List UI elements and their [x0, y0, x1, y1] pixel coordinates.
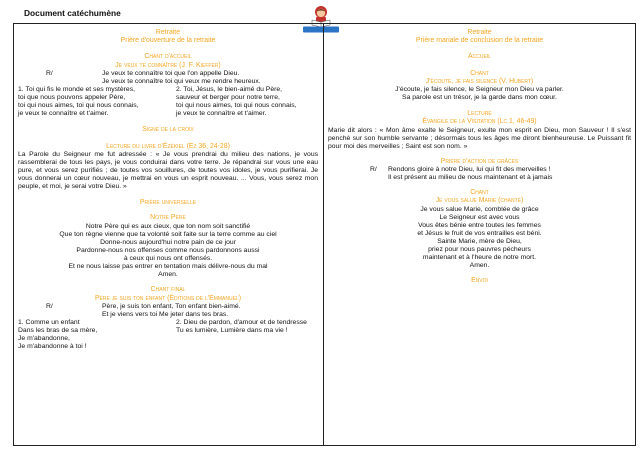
prayer-line: Pardonne-nous nos offenses comme nous pardonnons aussi [76, 246, 260, 254]
refrain-line: Et je viens vers toi Me jeter dans tes bras. [102, 310, 229, 318]
couplet-line: 2. Dieu de pardon, d'amour et de tendresse [176, 318, 307, 326]
priere-action-heading: Prière d'action de grâces [440, 157, 519, 165]
prayer-line: Donne-nous aujourd'hui notre pain de ce jour [100, 238, 236, 246]
left-column [18, 29, 318, 351]
envoi-heading: Envoi [471, 277, 488, 285]
chant-line: Le Seigneur est avec vous [439, 213, 520, 221]
couplet-line: Dans les bras de sa mère, [18, 327, 98, 334]
signe-croix-heading: Signe de la croix [142, 126, 194, 134]
lecture-heading: Lecture [467, 110, 492, 118]
couplet-line: 1. Toi qui fis le monde et ses mystères, [18, 86, 135, 93]
couplet-line: Je m'abandonne, [18, 335, 70, 343]
couplet-line: sauveur et berger pour notre terre, [176, 94, 280, 102]
couplet-line: toi qui nous aimes, toi qui nous connais, [176, 102, 297, 110]
chant-final-heading: Chant final [150, 286, 186, 294]
notre-pere-heading: Notre Père [150, 214, 186, 222]
refrain [18, 70, 318, 86]
left-subtitle: Prière d'ouverture de la retraite [120, 37, 216, 45]
refrain-line: Je veux te connaître toi que l'on appelle Dieu. [102, 69, 240, 77]
left-title: Retraite [155, 29, 181, 36]
lecture-heading: Lecture du livre d'Ézékiel (Ez 36, 24-28) [106, 142, 230, 150]
chant-line: Je vous salue Marie, comblée de grâce [420, 205, 539, 213]
chant-final-title: Père je suis ton enfant (Éditions de l'Emmanuel) [94, 294, 242, 302]
couplet-line: 2. Toi, Jésus, le bien-aimé du Père, [176, 86, 283, 93]
couplets [18, 319, 318, 351]
refrain-label: R/ [370, 166, 377, 174]
lecture-text: La Parole du Seigneur me fut adressée : « Je vous prendrai du milieu des nations, je vous rassemblerai de tous les pays, je vous conduirai dans votre terre. Je répandrai sur vous une eau pure, et vous serez purifiés ; de toutes vos souillures, de toutes vos idoles, je vous purifierai. Je vous donnerai un cœur nouveau, je mettrai en vous un esprit nouveau. ... Vous, vous serez mon peuple, et moi, je serai votre Dieu. » [18, 150, 318, 191]
refrain-line: Il est présent au milieu de nous maintenant et à jamais [388, 174, 553, 182]
couplets [18, 86, 318, 118]
chant-heading: Chant [470, 69, 489, 77]
refrain-line: Père, je suis ton enfant, Ton enfant bien-aimé. [102, 302, 241, 310]
prayer-line: à ceux qui nous ont offensés. [123, 255, 213, 263]
prayer-line: Que ton règne vienne que ta volonté soit faite sur la terre comme au ciel [59, 230, 277, 238]
chant-line: Sainte Marie, mère de Dieu, [437, 238, 522, 246]
right-column [328, 29, 631, 286]
lecture-text: Marie dit alors : « Mon âme exalte le Seigneur, exulte mon esprit en Dieu, mon Sauveur ! Il s'est penché sur son humble servante ; désormais tous les âges me diront bienheureuse. Le Puissant fit pour moi des merveilles ; Saint est son nom. » [328, 126, 631, 150]
priere-action-refrain [328, 166, 631, 182]
chant-line: priez pour nous pauvres pécheurs [428, 246, 531, 254]
document-title: Document catéchumène [24, 8, 121, 18]
couplet-line: je veux te connaître et t'aimer. [18, 110, 109, 118]
chant-line: maintenant et à l'heure de notre mort. [422, 254, 537, 262]
prayer-line: Et ne nous laisse pas entrer en tentation mais délivre-nous du mal [68, 263, 268, 271]
refrain-line: Rendons gloire à notre Dieu, lui qui fit des merveilles ! [388, 166, 551, 174]
chant-text [328, 86, 631, 102]
chant-accueil-heading: Chant d'accueil [144, 53, 192, 61]
couplet-line: Je m'abandonne à toi ! [18, 343, 87, 351]
couplet-line: je veux te connaître et t'aimer. [176, 110, 267, 118]
priere-universelle-heading: Prière universelle [139, 199, 197, 207]
chant-line: Sa parole est un trésor, je la garde dans mon cœur. [402, 94, 557, 102]
chant2-title: Je vous salue Marie (chanté) [435, 197, 524, 205]
notre-pere-text [18, 223, 318, 280]
couplet-line: 1. Comme un enfant [18, 318, 80, 326]
right-subtitle: Prière mariale de conclusion de la retraite [415, 37, 544, 45]
right-title: Retraite [467, 29, 492, 36]
chant2-heading: Chant [470, 189, 489, 197]
chant-line: Vous êtes bénie entre toutes les femmes [418, 221, 541, 229]
refrain-label: R/ [46, 302, 53, 310]
chant-line: J'écoute, je fais silence, le Seigneur mon Dieu va parler. [395, 86, 564, 94]
chant-line: Amen. [469, 262, 490, 270]
couplet-line: Tu es lumière, Lumière dans ma vie ! [176, 327, 288, 334]
couplet-line: toi que nous pouvons appeler Père, [18, 94, 126, 102]
refrain-line: Je veux te connaître toi qui veux me rendre heureux. [102, 77, 261, 85]
lecture-title: Évangile de la Visitation (Lc 1, 46-49) [422, 118, 537, 126]
chant2-text [328, 206, 631, 271]
couplet-line: toi qui nous aimes, toi qui nous connais, [18, 102, 139, 110]
chant-line: et Jésus le fruit de vos entrailles est béni. [417, 229, 542, 237]
chant-title: J'écoute, je fais silence (V. Hubert) [425, 77, 534, 85]
refrain-label: R/ [46, 69, 53, 77]
accueil-heading: Accueil [468, 53, 491, 61]
chant-accueil-title: Je veux te connaître (J. F. Kieffer) [115, 61, 221, 69]
refrain [18, 303, 318, 319]
column-divider [323, 23, 324, 446]
prayer-line: Notre Père qui es aux cieux, que ton nom soit sanctifié [85, 222, 251, 230]
prayer-line: Amen. [158, 271, 178, 279]
